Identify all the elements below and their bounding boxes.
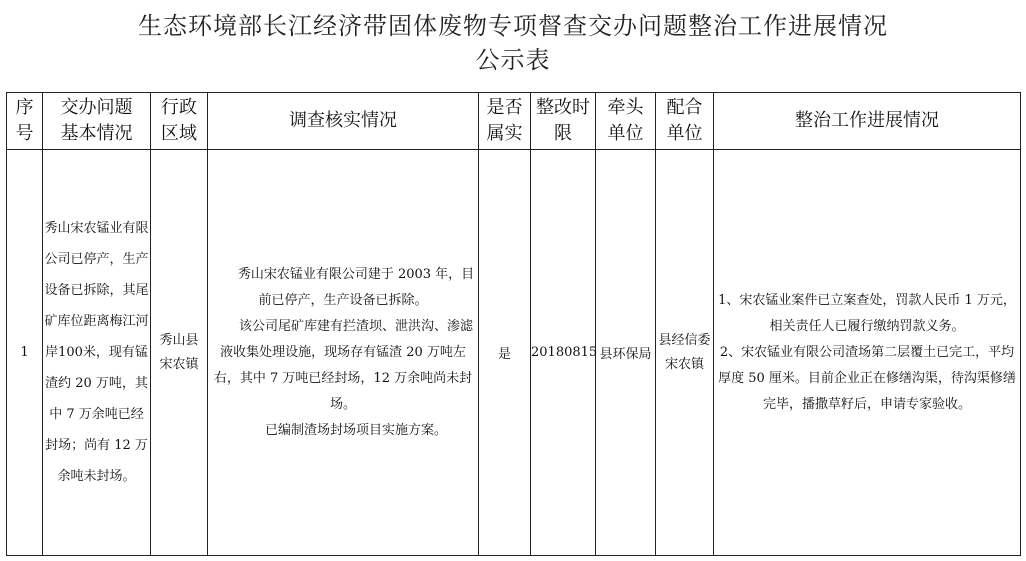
cell-progress bbox=[714, 150, 1021, 556]
header-issue: 交办问题 基本情况 bbox=[43, 93, 151, 150]
table-row bbox=[7, 150, 1021, 556]
cell-region: 秀山县 宋农镇 bbox=[151, 150, 208, 556]
cell-index: 1 bbox=[7, 150, 43, 556]
cell-survey bbox=[208, 150, 479, 556]
progress-item: 1、宋农锰业案件已立案查处，罚款人民币 1 万元，相关责任人已履行缴纳罚款义务。 bbox=[718, 292, 1016, 334]
cell-issue: 秀山宋农锰业有限公司已停产，生产设备已拆除，其尾矿库位距离梅江河岸100米，现有锰渣约 20 万吨，其中 7 万余吨已经封场；尚有 12 万余吨未封场。 bbox=[43, 150, 151, 556]
header-region: 行政 区域 bbox=[151, 93, 208, 150]
survey-paragraph: 秀山宋农锰业有限公司建于 2003 年，目前已停产，生产设备已拆除。 bbox=[237, 266, 475, 308]
header-deadline: 整改时 限 bbox=[531, 93, 596, 150]
document-subtitle: 公示表 bbox=[475, 46, 551, 74]
cell-partner-units: 县经信委 宋农镇 bbox=[656, 150, 714, 556]
header-partner-units: 配合 单位 bbox=[656, 93, 714, 150]
survey-paragraph: 已编制渣场封场项目实施方案。 bbox=[264, 422, 447, 438]
header-verified: 是否 属实 bbox=[479, 93, 531, 150]
header-lead-unit: 牵头 单位 bbox=[596, 93, 656, 150]
header-index: 序 号 bbox=[7, 93, 43, 150]
progress-item: 2、宋农锰业有限公司渣场第二层覆土已完工，平均厚度 50 厘米。目前企业正在修缮沟渠，待沟渠修缮完毕，播撒草籽后，申请专家验收。 bbox=[718, 344, 1016, 412]
cell-verified: 是 bbox=[479, 150, 531, 556]
cell-deadline: 20180815 bbox=[531, 150, 596, 556]
header-progress: 整治工作进展情况 bbox=[714, 93, 1021, 150]
document-title: 生态环境部长江经济带固体废物专项督查交办问题整治工作进展情况 bbox=[138, 12, 888, 40]
header-survey: 调查核实情况 bbox=[208, 93, 479, 150]
survey-paragraph: 该公司尾矿库建有拦渣坝、泄洪沟、渗滤液收集处理设施，现场存有锰渣 20 万吨左右，其中 7 万吨已经封场，12 万余吨尚未封场。 bbox=[213, 318, 473, 412]
table-header-row bbox=[7, 93, 1021, 150]
progress-table bbox=[6, 92, 1021, 556]
cell-lead-unit: 县环保局 bbox=[596, 150, 656, 556]
